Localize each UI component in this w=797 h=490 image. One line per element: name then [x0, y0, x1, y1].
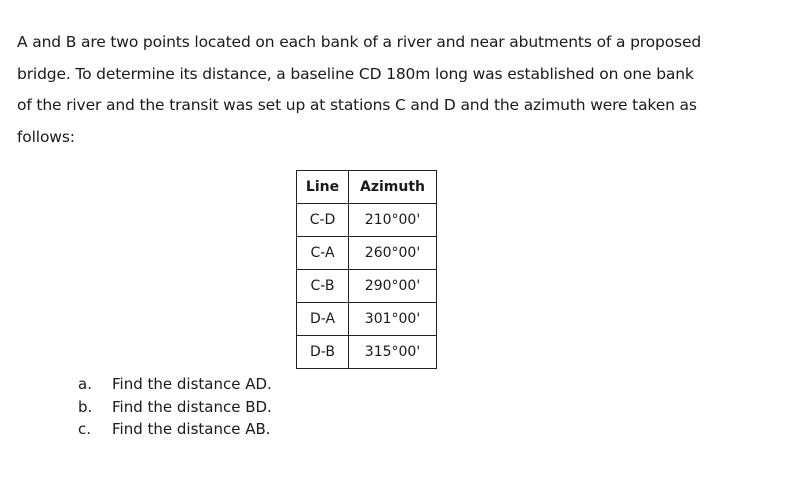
table-row	[297, 336, 437, 369]
cell-line: D-B	[297, 336, 349, 369]
cell-line: C-B	[297, 270, 349, 303]
cell-azimuth: 260°00'	[349, 237, 437, 270]
table-row	[297, 303, 437, 336]
list-item	[78, 373, 272, 396]
question-text: Find the distance AD.	[112, 375, 272, 393]
problem-statement	[17, 27, 787, 153]
problem-line: follows:	[17, 127, 75, 146]
problem-line: of the river and the transit was set up at stations C and D and the azimuth were taken as	[17, 96, 697, 114]
question-list	[78, 373, 272, 441]
problem-line: bridge. To determine its distance, a baseline CD 180m long was established on one bank	[17, 64, 694, 83]
cell-line: C-D	[297, 204, 349, 237]
list-item	[78, 396, 272, 419]
table-header-row	[297, 171, 437, 204]
question-text: Find the distance BD.	[112, 397, 272, 416]
question-marker: b.	[78, 397, 93, 416]
problem-line: A and B are two points located on each bank of a river and near abutments of a proposed	[17, 33, 702, 51]
list-item	[78, 418, 272, 441]
cell-line: D-A	[297, 303, 349, 336]
header-azimuth: Azimuth	[349, 171, 437, 204]
table-row	[297, 237, 437, 270]
cell-azimuth: 290°00'	[349, 270, 437, 303]
header-line: Line	[297, 171, 349, 204]
table-row	[297, 270, 437, 303]
question-marker: c.	[78, 420, 92, 438]
cell-azimuth: 301°00'	[349, 303, 437, 336]
question-marker: a.	[78, 375, 92, 393]
cell-azimuth: 210°00'	[349, 204, 437, 237]
cell-line: C-A	[297, 237, 349, 270]
cell-azimuth: 315°00'	[349, 336, 437, 369]
table-row	[297, 204, 437, 237]
azimuth-table	[296, 170, 437, 369]
question-text: Find the distance AB.	[112, 420, 271, 438]
